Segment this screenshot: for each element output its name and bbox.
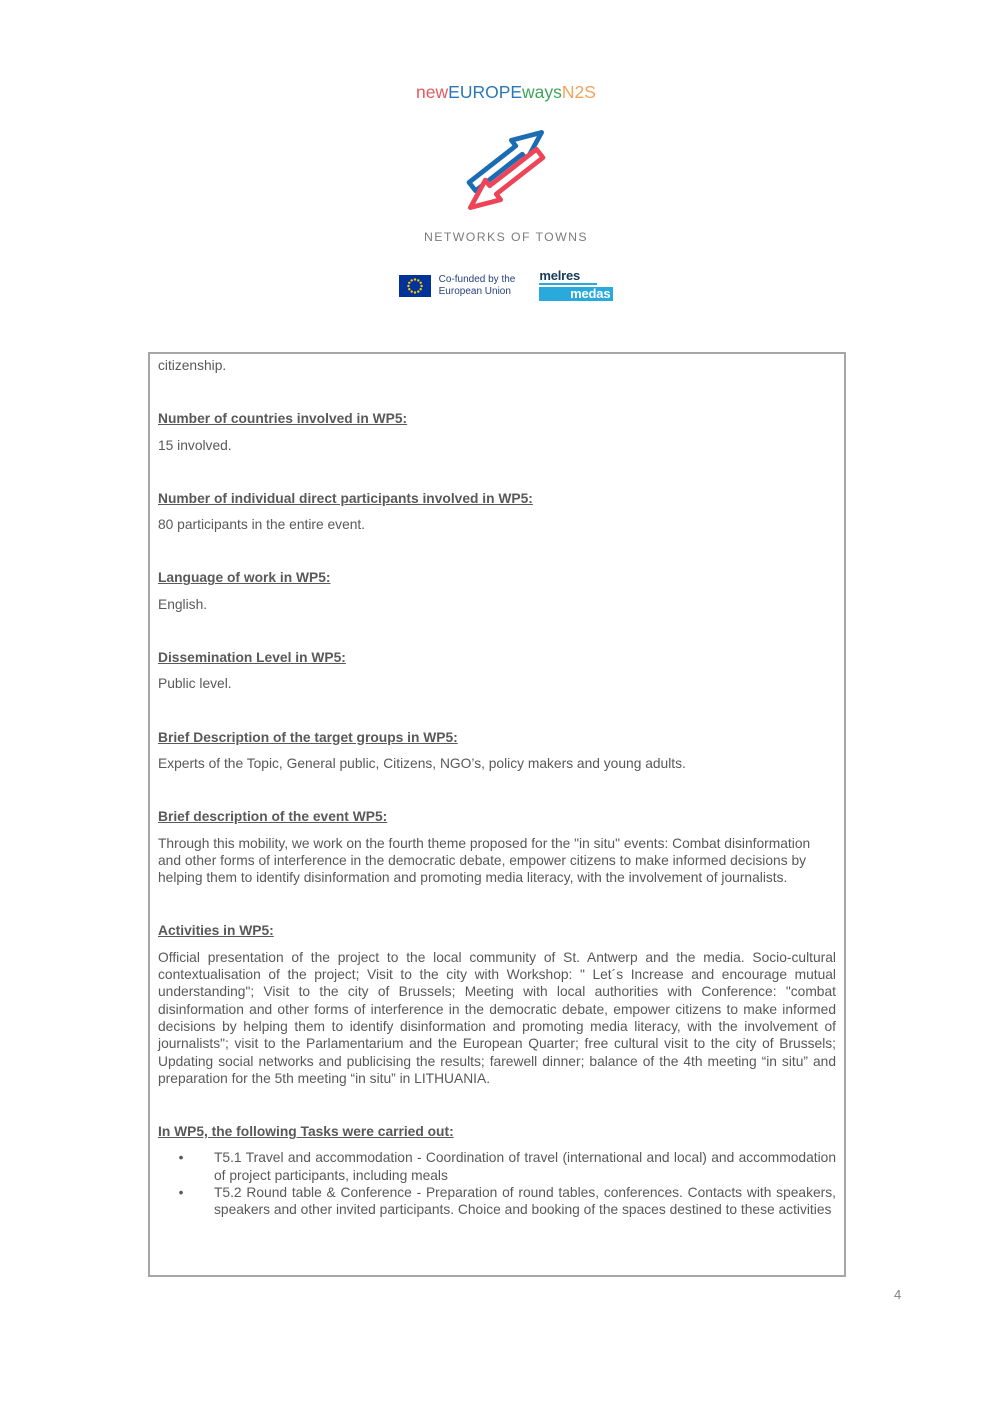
- melres-logo-bottom-text: medas: [539, 287, 613, 301]
- page-number: 4: [894, 1287, 902, 1302]
- header-badges: [10, 270, 992, 301]
- section-tasks: [158, 1123, 836, 1218]
- section-language-heading: Language of work in WP5:: [158, 570, 331, 586]
- intro-text-fragment: citizenship.: [158, 358, 227, 373]
- section-event-description-heading: Brief description of the event WP5:: [158, 809, 388, 825]
- section-activities-body: Official presentation of the project to the local community of St. Antwerp and the media. Socio-cultural contextualisation of the project; Visit to the city with Workshop: " Let´s Increase and encourage mutual understanding"; Visit to the city of Brussels; Meeting with local authorities with Conference: "combat disinformation and other forms of interference in the democratic debate, empower citizens to make informed decisions by helping them to identify disinformation and promoting media literacy, with the involvement of journalists"; visit to the Parlamentarium and the European Quarter; free cultural visit to the city of Brussels; Updating social networks and publicising the results; farewell dinner; balance of the 4th meeting “in situ” and preparation for the 5th meeting “in situ” in LITHUANIA.: [158, 949, 836, 1086]
- task-item-t5-1-text: T5.1 Travel and accommodation - Coordination of travel (international and local) and accommodation of project participants, including meals: [214, 1150, 836, 1183]
- crossed-arrows-icon: [458, 126, 554, 214]
- wordmark-segment-europe: EUROPE: [448, 82, 523, 102]
- section-activities-heading: Activities in WP5:: [158, 923, 274, 939]
- wordmark-segment-new: new: [416, 82, 449, 102]
- eu-cofunded-line1: Co-funded by the: [438, 273, 516, 285]
- task-item-t5-2-text: T5.2 Round table & Conference - Preparation of round tables, conferences. Contacts with speakers, speakers and other invited participants. Choice and booking of the spaces destined to these activities: [214, 1185, 836, 1218]
- eu-flag-icon: [399, 275, 431, 297]
- task-item-t5-1: [158, 1149, 836, 1184]
- wordmark-segment-ways: ways: [522, 82, 562, 102]
- eu-cofunded-line2: European Union: [438, 285, 511, 297]
- melres-logo-underline: [539, 283, 597, 285]
- section-tasks-heading: In WP5, the following Tasks were carried out:: [158, 1124, 454, 1140]
- melres-logo-top-text: melres: [539, 268, 581, 283]
- section-activities: [158, 922, 836, 1087]
- page-header: [10, 0, 992, 301]
- section-event-description: [158, 808, 836, 886]
- project-wordmark: [10, 83, 992, 101]
- report-content-box: [148, 352, 846, 1277]
- section-target-groups-heading: Brief Description of the target groups in WP5:: [158, 729, 458, 745]
- eu-cofunded-badge: [399, 274, 516, 298]
- eu-cofunded-text: [439, 274, 516, 298]
- section-target-groups-body: Experts of the Topic, General public, Citizens, NGO’s, policy makers and young adults.: [158, 755, 686, 771]
- tasks-list: [158, 1149, 836, 1218]
- section-dissemination-body: Public level.: [158, 676, 232, 692]
- task-item-t5-2: [158, 1184, 836, 1219]
- wordmark-segment-n2s: N2S: [561, 82, 596, 102]
- section-participants: [158, 490, 836, 534]
- section-participants-heading: Number of individual direct participants involved in WP5:: [158, 490, 533, 506]
- section-dissemination-heading: Dissemination Level in WP5:: [158, 650, 346, 666]
- bullet-icon: •: [178, 1185, 184, 1201]
- networks-of-towns-tagline: NETWORKS OF TOWNS: [423, 230, 589, 244]
- section-countries: [158, 410, 836, 454]
- section-participants-body: 80 participants in the entire event.: [158, 517, 366, 533]
- section-language-body: English.: [158, 596, 208, 612]
- section-countries-body: 15 involved.: [158, 437, 232, 453]
- bullet-icon: •: [178, 1150, 184, 1166]
- melres-medas-logo: [539, 270, 613, 301]
- section-event-description-body: Through this mobility, we work on the fourth theme proposed for the "in situ" events: Combat disinformation and other forms of interference in the democratic debate, empower citizens to make informed decisions by helping them to identify disinformation and promoting media literacy, with the involvement of journalists.: [158, 835, 811, 886]
- section-countries-heading: Number of countries involved in WP5:: [158, 411, 408, 427]
- section-target-groups: [158, 729, 836, 773]
- section-dissemination: [158, 649, 836, 693]
- section-language: [158, 569, 836, 613]
